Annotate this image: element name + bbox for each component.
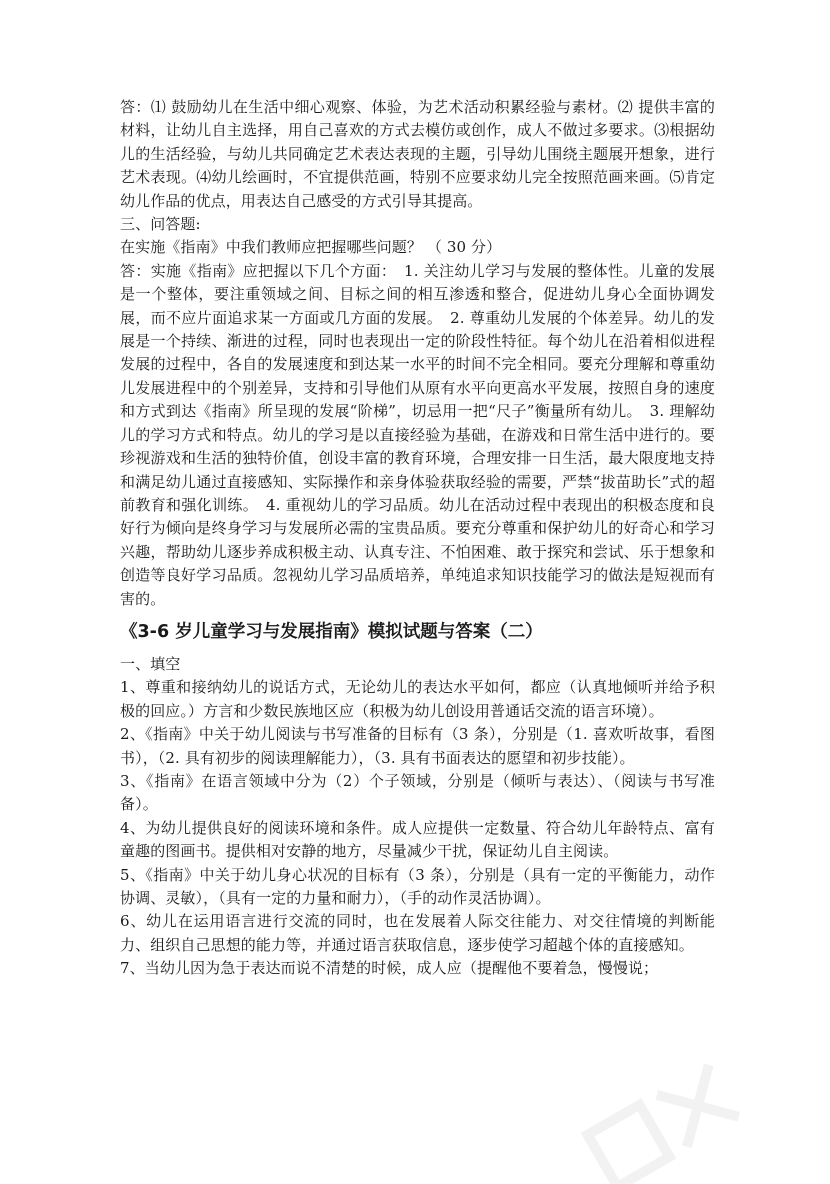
section-heading-qa: 三、问答题:: [120, 215, 201, 234]
fill-blank-item-6: 6、幼儿在运用语言进行交流的同时，也在发展着人际交往能力、对交往情境的判断能力、组织自己思想的能力等，并通过语言获取信息，逐步使学习超越个体的直接感知。: [120, 912, 715, 954]
question-text: 在实施《指南》中我们教师应把握哪些问题？ （ 30 分）: [120, 238, 502, 257]
fill-blank-item-4: 4、为幼儿提供良好的阅读环境和条件。成人应提供一定数量、符合幼儿年龄特点、富有童趣的图画书。提供相对安静的地方，尽量减少干扰，保证幼儿自主阅读。: [120, 818, 715, 861]
answer-paragraph-guide: 答：实施《指南》应把握以下几个方面： 1. 关注幼儿学习与发展的整体性。儿童的发展是一个整体，要注重领域之间、目标之间的相互渗透和整合，促进幼儿身心全面协调发展，而不应片面追求某一方面或几方面的发展。 2. 尊重幼儿发展的个体差异。幼儿的发展是一个持续、渐进的过程，同时也表现出一定的阶段性特征。每个幼儿在沿着相似进程发展的过程中，各自的发展速度和到达某一水平的时间不完全相同。要充分理解和尊重幼儿发展进程中的个别差异，支持和引导他们从原有水平向更高水平发展，按照自身的速度和方式到达《指南》所呈现的发展“阶梯”，切忌用一把“尺子”衡量所有幼儿。 3. 理解幼儿的学习方式和特点。幼儿的学习是以直接经验为基础，在游戏和日常生活中进行的。要珍视游戏和生活的独特价值，创设丰富的教育环境，合理安排一日生活，最大限度地支持和满足幼儿通过直接感知、实际操作和亲身体验获取经验的需要，严禁“拔苗助长”式的超前教育和强化训练。 4. 重视幼儿的学习品质。幼儿在活动过程中表现出的积极态度和良好行为倾向是终身学习与发展所必需的宝贵品质。要充分尊重和保护幼儿的好奇心和学习兴趣，帮助幼儿逐步养成积极主动、认真专注、不怕困难、敢于探究和尝试、乐于想象和创造等良好学习品质。忽视幼儿学习品质培养，单纯追求知识技能学习的做法是短视而有害的。: [120, 261, 715, 608]
fill-blank-item-3: 3、《指南》在语言领域中分为（2）个子领域，分别是（倾听与表达）、（阅读与书写准备）。: [120, 771, 715, 814]
document-page: [120, 96, 715, 981]
document-title-part2: 《3-6 岁儿童学习与发展指南》模拟试题与答案（二）: [120, 621, 543, 642]
fill-blank-item-7: 7、当幼儿因为急于表达而说不清楚的时候，成人应（提醒他不要着急，慢慢说；: [120, 959, 659, 978]
section-heading-fill-blank: 一、填空: [120, 654, 181, 673]
fill-blank-item-2: 2、《指南》中关于幼儿阅读与书写准备的目标有（3 条），分别是（1. 喜欢听故事，看图书），（2. 具有初步的阅读理解能力），（3. 具有书面表达的愿望和初步技能）。: [120, 725, 715, 767]
fill-blank-item-1: 1、尊重和接纳幼儿的说话方式，无论幼儿的表达水平如何，都应（认真地倾听并给予积极的回应。）方言和少数民族地区应（积极为幼儿创设用普通话交流的语言环境）。: [120, 678, 715, 720]
fill-blank-item-5: 5、《指南》中关于幼儿身心状况的目标有（3 条），分别是（具有一定的平衡能力，动作协调、灵敏），（具有一定的力量和耐力），（手的动作灵活协调）。: [120, 865, 715, 907]
watermark-graphic: [560, 1054, 770, 1184]
answer-paragraph-art: 答：⑴ 鼓励幼儿在生活中细心观察、体验，为艺术活动积累经验与素材。⑵ 提供丰富的材料，让幼儿自主选择，用自己喜欢的方式去模仿或创作，成人不做过多要求。⑶根据幼儿的生活经验，与幼儿共同确定艺术表达表现的主题，引导幼儿围绕主题展开想象，进行艺术表现。⑷幼儿绘画时，不宜提供范画，特别不应要求幼儿完全按照范画来画。⑸肯定幼儿作品的优点，用表达自己感受的方式引导其提高。: [120, 98, 715, 210]
